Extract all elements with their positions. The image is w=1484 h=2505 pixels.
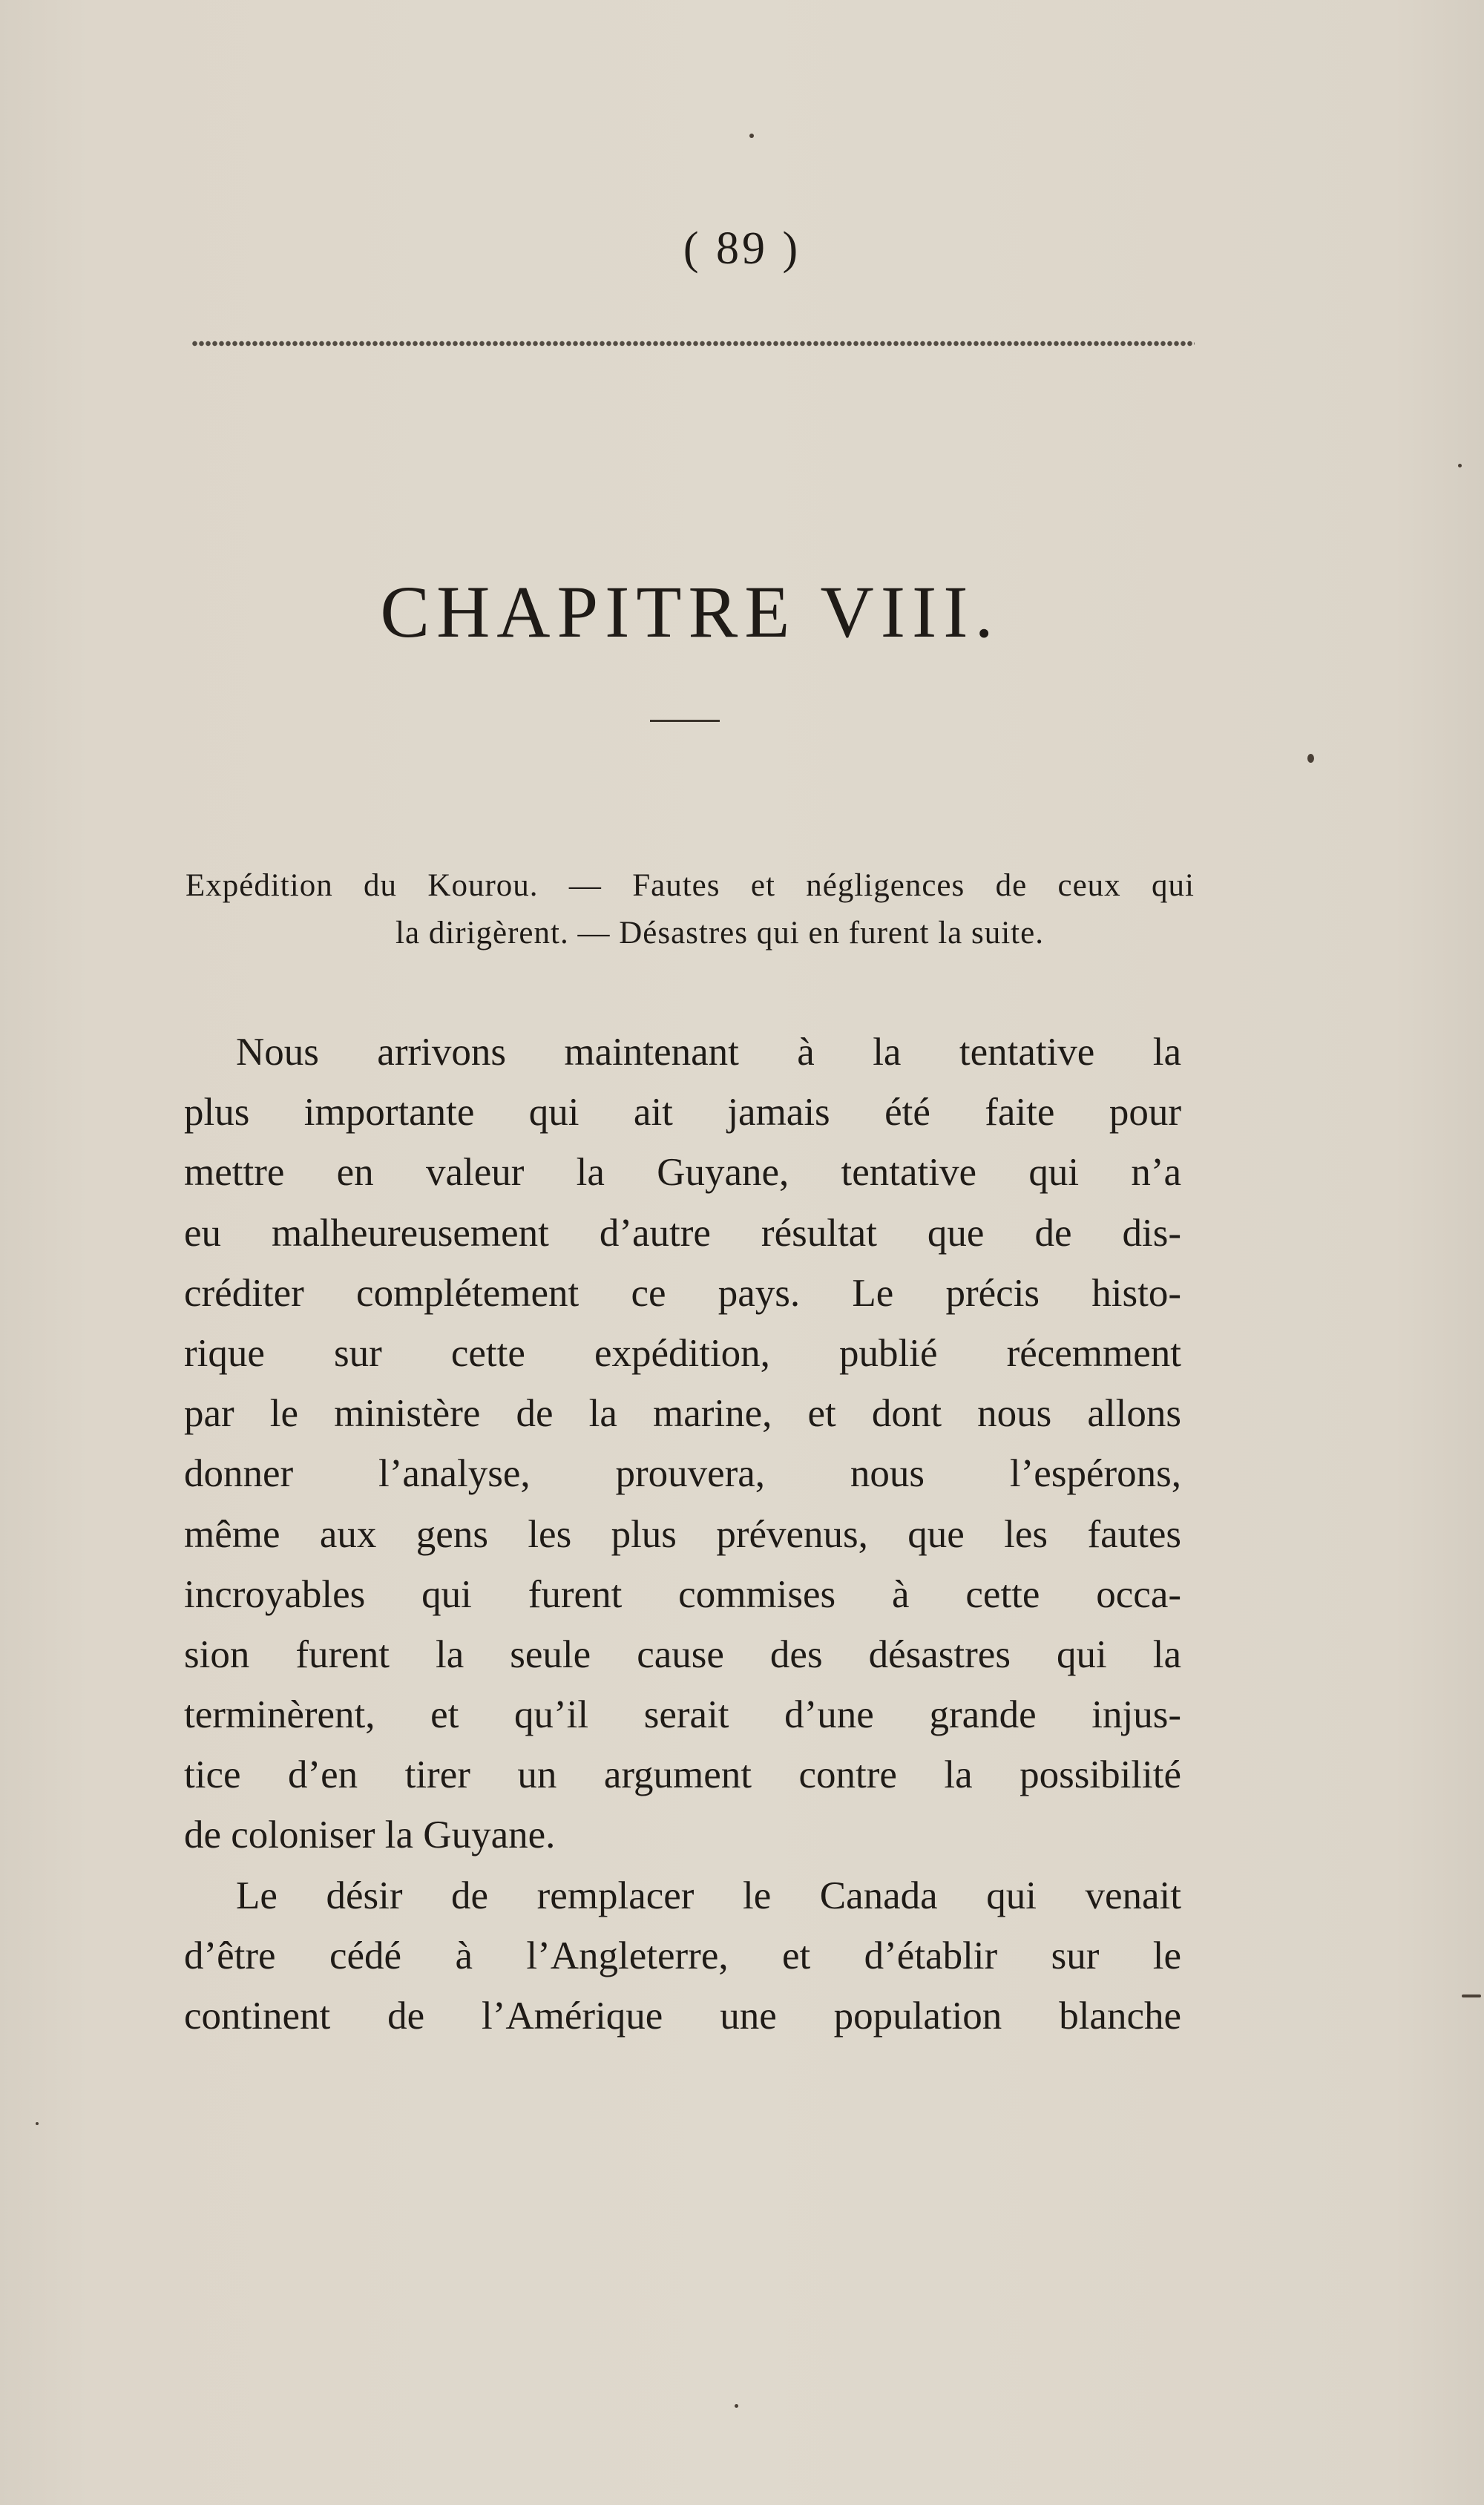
paper-speck [1462, 1995, 1481, 1997]
page-number: ( 89 ) [683, 223, 801, 274]
body-line: sion furent la seule cause des désastres qui la [184, 1632, 1181, 1676]
chapter-title: CHAPITRE VIII. [380, 571, 1000, 653]
short-rule [650, 720, 720, 722]
paper-speck [36, 2122, 39, 2125]
chapter-summary [186, 862, 1195, 957]
body-line: continent de l’Amérique une population blanche [184, 1995, 1181, 2038]
ornamental-rule [191, 338, 1195, 349]
body-line: terminèrent, et qu’il serait d’une grande injus- [184, 1693, 1181, 1737]
body-line: d’être cédé à l’Angleterre, et d’établir sur le [184, 1934, 1181, 1977]
body-line: donner l’analyse, prouvera, nous l’espérons, [184, 1452, 1181, 1496]
body-line: incroyables qui furent commises à cette occa- [184, 1572, 1181, 1616]
body-text [184, 1022, 1181, 2046]
summary-line: la dirigèrent. — Désastres qui en furent la suite. [395, 916, 1044, 951]
body-line: rique sur cette expédition, publié récemment [184, 1331, 1181, 1375]
body-line: tice d’en tirer un argument contre la possibilité [184, 1753, 1181, 1797]
body-line: de coloniser la Guyane. [184, 1813, 556, 1857]
body-line: mettre en valeur la Guyane, tentative qui n’a [184, 1151, 1181, 1195]
paper-speck [749, 134, 754, 138]
paper-speck [1307, 754, 1314, 763]
body-line: Nous arrivons maintenant à la tentative la [236, 1031, 1181, 1074]
body-line: créditer complétement ce pays. Le précis histo- [184, 1271, 1181, 1315]
body-line: plus importante qui ait jamais été faite pour [184, 1091, 1181, 1135]
body-line: par le ministère de la marine, et dont nous allons [184, 1392, 1181, 1436]
paper-speck [735, 2404, 738, 2408]
body-line: Le désir de remplacer le Canada qui venait [236, 1874, 1181, 1917]
summary-line: Expédition du Kourou. — Fautes et négligences de ceux qui [186, 868, 1195, 903]
paper-speck [1458, 464, 1462, 467]
body-line: eu malheureusement d’autre résultat que de dis- [184, 1211, 1181, 1255]
body-line: même aux gens les plus prévenus, que les fautes [184, 1512, 1181, 1556]
